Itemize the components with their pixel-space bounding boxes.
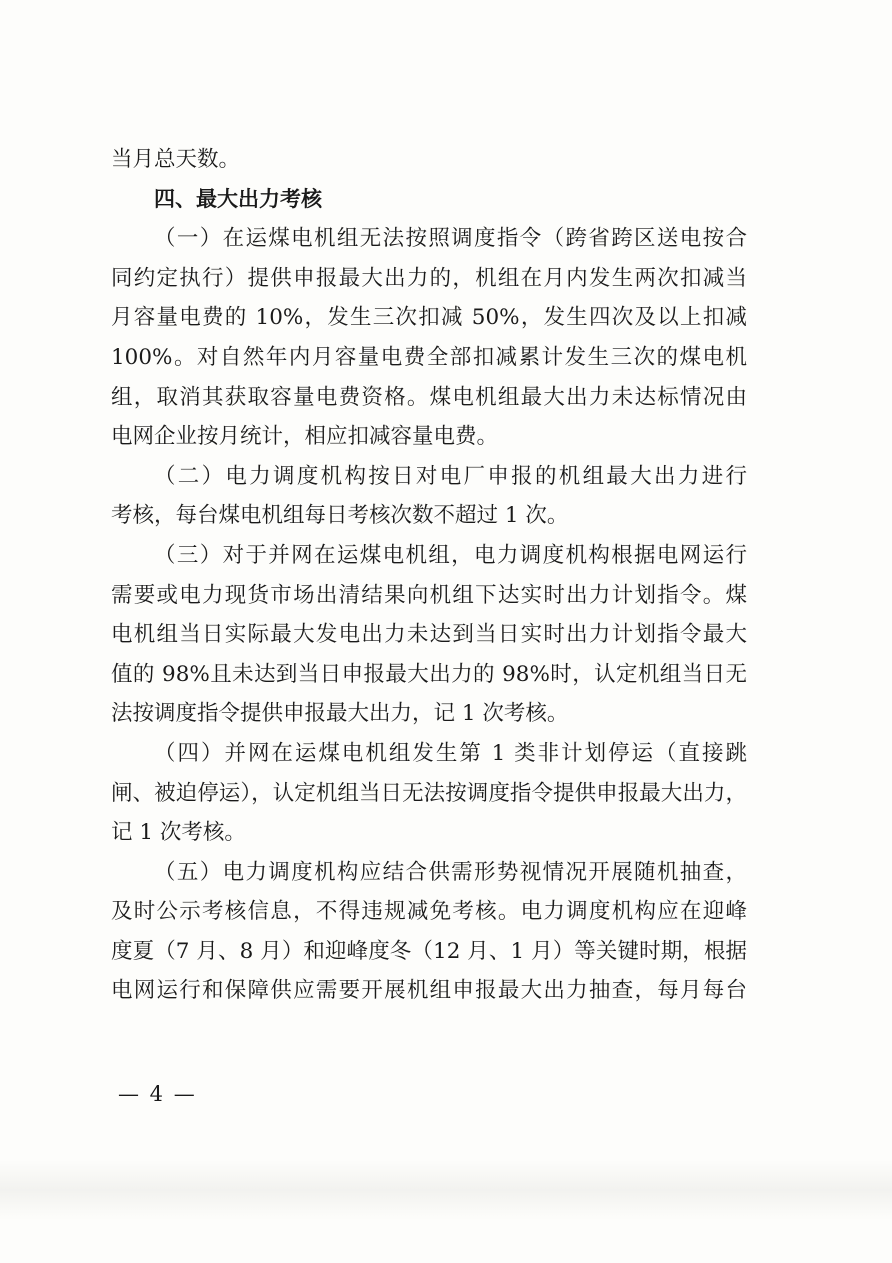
text-line: 月容量电费的 10%，发生三次扣减 50%，发生四次及以上扣减 [111, 305, 747, 331]
text-line: 100%。对自然年内月容量电费全部扣减累计发生三次的煤电机 [111, 344, 747, 370]
text-line: 及时公示考核信息，不得违规减免考核。电力调度机构应在迎峰 [111, 899, 747, 925]
text-line: 度夏（7 月、8 月）和迎峰度冬（12 月、1 月）等关键时期，根据 [111, 938, 747, 964]
text-line: （一）在运煤电机组无法按照调度指令（跨省跨区送电按合 [154, 226, 747, 252]
text-line: 法按调度指令提供申报最大出力，记 1 次考核。 [111, 701, 569, 727]
text-line: 考核，每台煤电机组每日考核次数不超过 1 次。 [111, 503, 569, 529]
text-line: 电网企业按月统计，相应扣减容量电费。 [111, 424, 499, 450]
text-line: 当月总天数。 [111, 147, 241, 172]
text-line: 需要或电力现货市场出清结果向机组下达实时出力计划指令。煤 [111, 582, 747, 608]
text-line: 组，取消其获取容量电费资格。煤电机组最大出力未达标情况由 [111, 384, 747, 410]
section-heading: 四、最大出力考核 [154, 186, 322, 211]
page-number: — 4 — [118, 1082, 197, 1106]
scan-artifact [0, 1160, 892, 1220]
text-line: （二）电力调度机构按日对电厂申报的机组最大出力进行 [154, 463, 747, 489]
text-line: （五）电力调度机构应结合供需形势视情况开展随机抽查， [154, 859, 747, 885]
text-line: 电网运行和保障供应需要开展机组申报最大出力抽查，每月每台 [111, 978, 747, 1004]
text-line: （三）对于并网在运煤电机组，电力调度机构根据电网运行 [154, 542, 747, 568]
text-line: 同约定执行）提供申报最大出力的，机组在月内发生两次扣减当 [111, 265, 747, 291]
text-line: （四）并网在运煤电机组发生第 1 类非计划停运（直接跳 [154, 740, 747, 766]
document-body [111, 140, 747, 1011]
text-line: 值的 98%且未达到当日申报最大出力的 98%时，认定机组当日无 [111, 661, 747, 687]
text-line: 记 1 次考核。 [111, 820, 246, 846]
text-line: 闸、被迫停运），认定机组当日无法按调度指令提供申报最大出力， [111, 780, 747, 806]
text-line: 电机组当日实际最大发电出力未达到当日实时出力计划指令最大 [111, 622, 747, 648]
